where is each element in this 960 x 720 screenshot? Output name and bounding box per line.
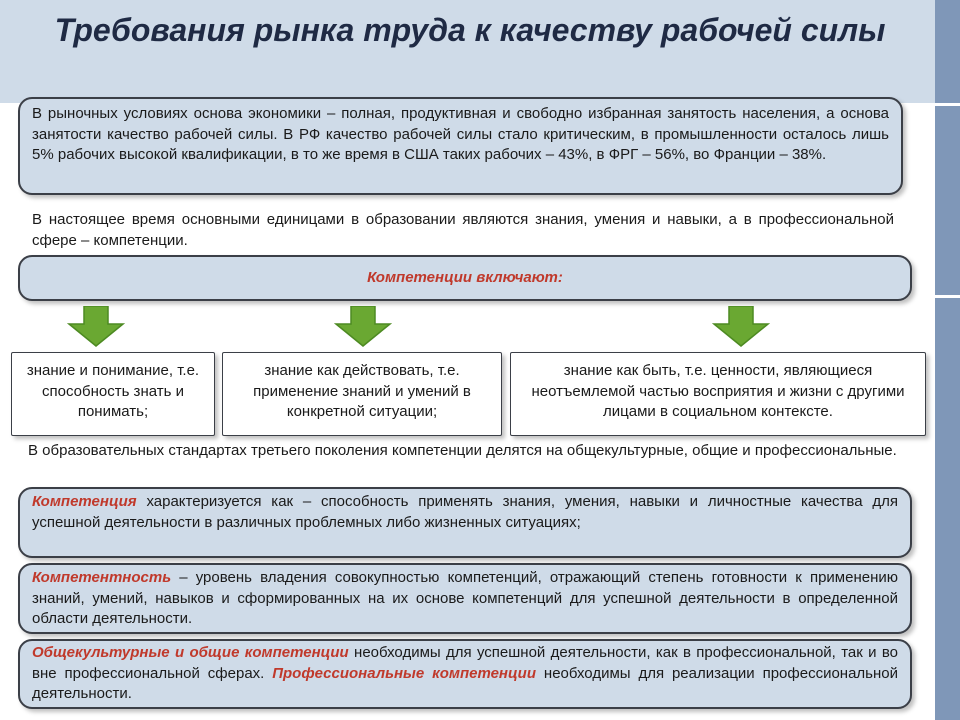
competency-item-text: знание как действовать, т.е. применение знаний и умений в конкретной ситуации;	[253, 362, 471, 420]
competence-definition-box	[18, 487, 912, 558]
down-arrow-icon	[334, 306, 392, 348]
general-competencies-definition: необходимы для успешной деятельности, как в профессиональной, так и во вне профессиональной сферах.	[32, 644, 898, 682]
page-title: Требования рынка труда к качеству рабочей силы	[54, 12, 886, 48]
strip-divider	[935, 295, 960, 298]
competency-item-text: знание как быть, т.е. ценности, являющиеся неотъемлемой частью восприятия и жизни с другими лицами в социальном контексте.	[531, 362, 905, 420]
standards-paragraph: В образовательных стандартах третьего поколения компетенции делятся на общекультурные, общие и профессиональные.	[28, 442, 897, 459]
competence-types-box	[18, 639, 912, 709]
intro-box	[18, 97, 903, 195]
competence-definition: характеризуется как – способность применять знания, умения, навыки и личностные качества для успешной деятельности в различных проблемных либо жизненных ситуациях;	[32, 493, 898, 531]
units-paragraph: В настоящее время основными единицами в образовании являются знания, умения и навыки, а в профессиональной сфере – компетенции.	[32, 211, 894, 249]
competency-definition: – уровень владения совокупностью компетенций, отражающий степень готовности к применению знаний, умений, навыков и сформированных на их основе компетенций для успешной деятельности в определенной области деятельности.	[32, 569, 898, 627]
competency-term: Компетентность	[32, 569, 172, 586]
down-arrow-icon	[67, 306, 125, 348]
competencies-header-box	[18, 255, 912, 301]
strip-divider	[935, 103, 960, 106]
competencies-header: Компетенции включают:	[367, 269, 563, 286]
competency-item-knowing	[11, 352, 215, 436]
professional-competencies-definition: необходимы для реализации профессиональной деятельности.	[32, 664, 898, 702]
competency-definition-box	[18, 563, 912, 634]
competence-term: Компетенция	[32, 493, 137, 510]
side-decoration-strip	[935, 0, 960, 720]
intro-text: В рыночных условиях основа экономики – полная, продуктивная и свободно избранная занятость населения, а основа занятости качество рабочей силы. В РФ качество рабочей силы стало критическим, в промышленности осталось лишь 5% рабочих высокой квалификации, в то же время в США таких рабочих – 43%, в ФРГ – 56%, во Франции – 38%.	[32, 105, 889, 163]
professional-competencies-term: Профессиональные компетенции	[272, 664, 537, 682]
competency-item-text: знание и понимание, т.е. способность знать и понимать;	[26, 362, 200, 420]
competency-item-being	[510, 352, 926, 436]
general-competencies-term: Общекультурные и общие компетенции	[32, 644, 349, 661]
competency-item-acting	[222, 352, 502, 436]
down-arrow-icon	[712, 306, 770, 348]
